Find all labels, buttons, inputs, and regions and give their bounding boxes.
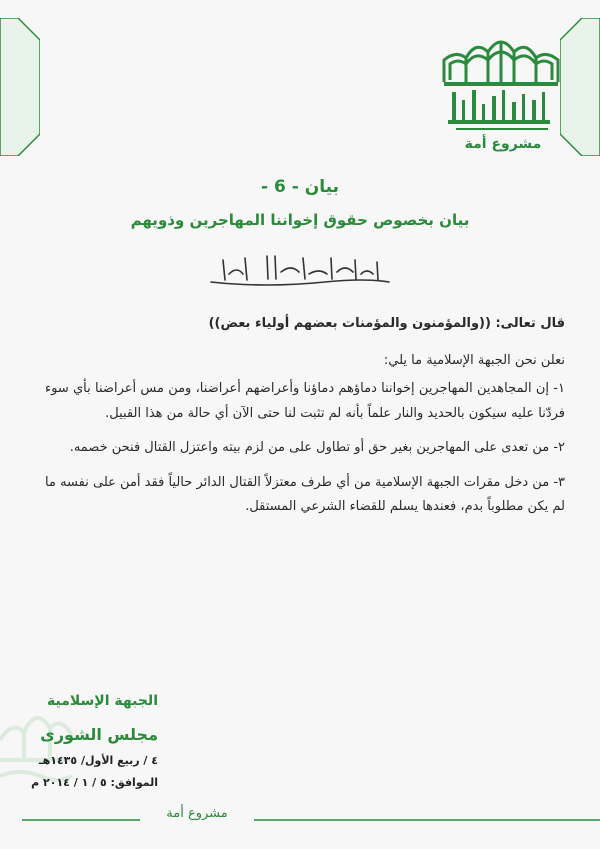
footer-date-hijri: ٤ / ربيع الأول/ ١٤٣٥هـ (38, 754, 158, 767)
statement-subject: بيان بخصوص حقوق إخواننا المهاجرين وذويهم (130, 211, 470, 229)
footer-slogan: مشروع أمة (142, 806, 252, 821)
footer-divider (0, 805, 600, 835)
statement-point-1: ١- إن المجاهدين المهاجرين إخواننا دماؤهم دماؤنا وأعراضهم أعراضنا، ومن مس أعراضنا بأي سوء فردّنا عليه سيكون بالحديد والنار علماً بأنه لم تثبت لنا حتى الآن أي حالة من هذا القبيل. (45, 381, 565, 421)
left-corner-ornament (0, 18, 40, 156)
statement-point-2: ٢- من تعدى على المهاجرين بغير حق أو تطاول على من لزم بيته واعتزل القتال فنحن خصمه. (69, 440, 565, 455)
footer-council: مجلس الشورى (40, 725, 158, 744)
footer-date-gregorian: الموافق: ٥ / ١ / ٢٠١٤ م (31, 776, 158, 789)
statement-point-3: ٣- من دخل مقرات الجبهة الإسلامية من أي طرف معتزلاً القتال الدائر حالياً فقد أمن على نفسه ما لم يكن مطلوباً بدم، فعندها يسلم للقضاء الشرعي المستقل. (45, 474, 565, 514)
statement-number: بيان - 6 - (261, 177, 339, 197)
basmala-calligraphy (205, 252, 395, 292)
footer-organization: الجبهة الإسلامية (47, 693, 158, 709)
quran-quote: قال تعالى: ((والمؤمنون والمؤمنات بعضهم أولياء بعض)) (208, 316, 565, 331)
logo-slogan: مشروع أمة (464, 136, 542, 152)
statement-body (45, 312, 565, 530)
statement-intro: نعلن نحن الجبهة الإسلامية ما يلي: (383, 352, 565, 368)
